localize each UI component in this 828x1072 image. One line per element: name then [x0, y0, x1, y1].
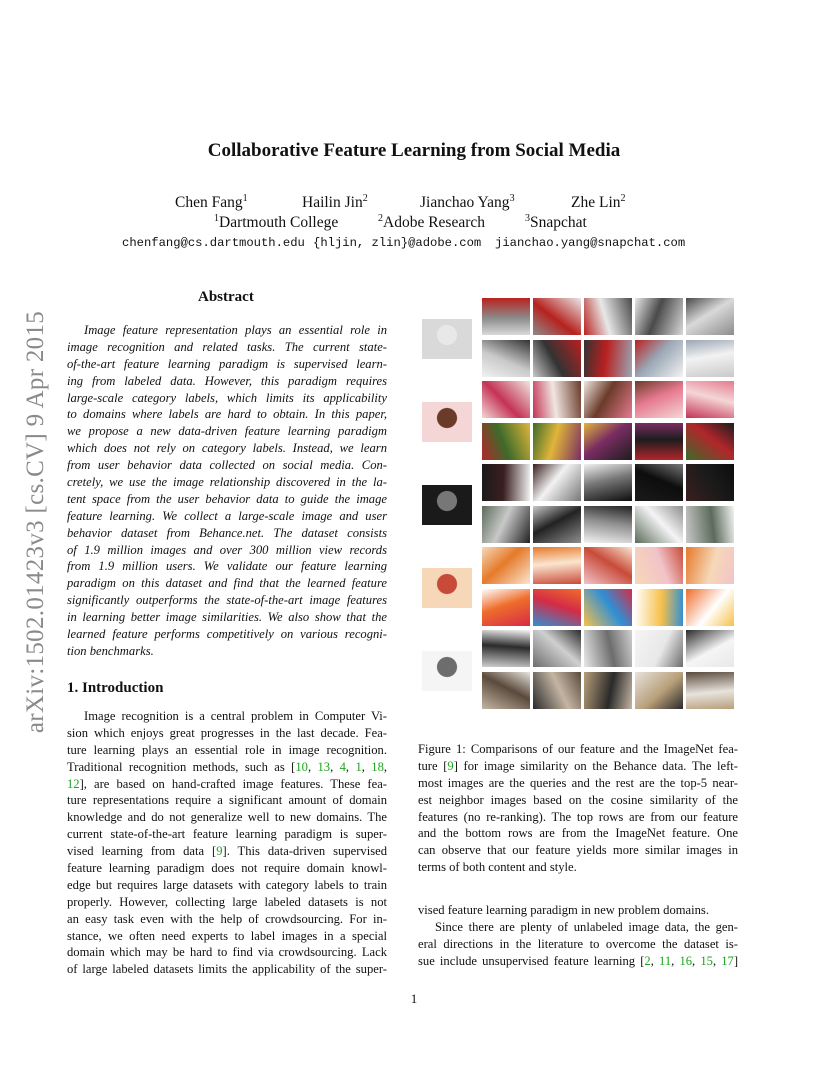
neighbor-image: [584, 547, 632, 584]
neighbor-image: [533, 506, 581, 543]
email: {hljin, zlin}@adobe.com: [313, 236, 482, 250]
neighbor-image: [686, 506, 734, 543]
text-line: est neighbor images based on the cosine similarity of the: [418, 792, 738, 807]
text-line: paradigm on this dataset and find that the learned feature: [67, 576, 387, 591]
text-line: vised learning from data [9]. This data-driven supervised: [67, 844, 388, 859]
text-line: ture learning plays an essential role in image recognition.: [67, 742, 387, 757]
neighbor-image: [584, 298, 632, 335]
text-line: from 1.9 million users. We validate our feature learning: [67, 559, 387, 574]
citation-link[interactable]: 4: [339, 759, 346, 774]
neighbor-image: [584, 506, 632, 543]
abstract-heading: Abstract: [198, 289, 254, 305]
text-line: image recognition and related tasks. The current state-: [67, 339, 387, 354]
neighbor-image: [533, 298, 581, 335]
text-line: most images are the queries and the rest are the top-5 near-: [418, 775, 738, 790]
neighbor-image: [686, 630, 734, 667]
text-line: domain which may be hard to find via crowdsourcing. Lack: [67, 945, 387, 960]
text-line: Image recognition is a central problem in Computer Vi-: [84, 709, 387, 723]
query-image: [422, 402, 472, 442]
neighbor-image: [635, 589, 683, 626]
text-line: terms of both content and style.: [418, 860, 577, 875]
neighbor-image: [686, 464, 734, 501]
neighbor-image: [533, 547, 581, 584]
query-image: [422, 651, 472, 691]
query-image: [422, 319, 472, 359]
citation-link[interactable]: 12: [67, 776, 80, 791]
affiliation: $^2$Adobe Research: [378, 213, 485, 232]
text-line: of large labeled datasets limits the applicability of the super-: [67, 962, 387, 977]
query-image: [422, 485, 472, 525]
text-line: significantly outperforms the state-of-the-art image features: [67, 593, 387, 608]
neighbor-image: [686, 423, 734, 460]
neighbor-image: [533, 672, 581, 709]
citation-link[interactable]: 13: [317, 759, 331, 774]
text-line: knowledge and do not generalize well to new domains. The: [67, 810, 387, 825]
neighbor-image: [635, 298, 683, 335]
text-line: in learning better image similarities. We also show that the: [67, 610, 387, 625]
neighbor-image: [635, 381, 683, 418]
neighbor-image: [635, 672, 683, 709]
abstract-body: [67, 322, 387, 660]
text-line: to domains where labels are hard to obtain. In this paper,: [67, 407, 387, 422]
citation-link[interactable]: 16: [679, 953, 693, 968]
neighbor-image: [482, 298, 530, 335]
neighbor-image: [482, 340, 530, 377]
neighbor-image: [584, 340, 632, 377]
neighbor-image: [584, 630, 632, 667]
author: Chen Fang$^1$: [175, 193, 248, 212]
text-line: and the bottom rows are from the ImageNet feature. One: [418, 826, 738, 841]
citation-link[interactable]: 9: [216, 844, 223, 859]
author: Hailin Jin$^2$: [302, 193, 368, 212]
text-line: can observe that our feature yields more similar images in: [418, 843, 738, 858]
citation-link[interactable]: 15: [700, 953, 713, 968]
text-line: edge but requires large datasets with category labels to train: [67, 877, 387, 892]
neighbor-image: [635, 547, 683, 584]
text-line: Since there are plenty of unlabeled image data, the gen-: [435, 919, 738, 934]
text-line: an easy task even with the help of crowdsourcing. For in-: [67, 911, 387, 926]
neighbor-image: [533, 423, 581, 460]
text-line: which does not rely on category labels. Instead, we learn: [67, 441, 387, 456]
text-line: Traditional recognition methods, such as [10, 13, 4, 1, 18,: [67, 759, 388, 774]
neighbor-image: [686, 340, 734, 377]
text-line: Image feature representation plays an essential role in: [84, 323, 387, 337]
neighbor-image: [533, 464, 581, 501]
text-line: of 1.9 million images and over 300 million view records: [67, 542, 387, 557]
neighbor-image: [686, 672, 734, 709]
author: Zhe Lin$^2$: [571, 193, 626, 212]
arxiv-identifier: arXiv:1502.01423v3 [cs.CV] 9 Apr 2015: [22, 310, 49, 734]
page-number: 1: [410, 991, 418, 1006]
neighbor-image: [482, 506, 530, 543]
neighbor-image: [482, 381, 530, 418]
text-line: ture [9] for image similarity on the Behance data. The left-: [418, 758, 739, 773]
right-column-body: [418, 902, 738, 970]
text-line: stance, we often need experts to label images in a special: [67, 928, 387, 943]
text-line: ture representations require a significant amount of domain: [67, 793, 387, 808]
text-line: features (no re-ranking). The top rows are from our feature: [418, 809, 738, 824]
citation-link[interactable]: 9: [447, 758, 454, 773]
neighbor-image: [635, 423, 683, 460]
text-line: behavior dataset from Behance.net. The dataset consists: [67, 525, 387, 540]
intro-heading: 1. Introduction: [67, 680, 164, 696]
neighbor-image: [635, 506, 683, 543]
text-line: tion benchmarks.: [67, 643, 154, 658]
citation-link[interactable]: 11: [659, 953, 672, 968]
neighbor-image: [482, 589, 530, 626]
neighbor-image: [584, 381, 632, 418]
text-line: feature learning paradigm does not require domain knowl-: [67, 861, 387, 876]
neighbor-image: [482, 423, 530, 460]
citation-link[interactable]: 18: [371, 759, 384, 774]
text-line: feature learning. We collect a large-scale image and user: [67, 508, 387, 523]
neighbor-image: [635, 630, 683, 667]
neighbor-image: [686, 589, 734, 626]
text-line: vised feature learning paradigm in new problem domains.: [418, 903, 709, 917]
text-line: 12], are based on hand-crafted image features. These fea-: [67, 776, 387, 791]
text-line: Figure 1: Comparisons of our feature and the ImageNet fea-: [418, 742, 738, 756]
neighbor-image: [584, 672, 632, 709]
neighbor-image: [584, 589, 632, 626]
neighbor-image: [635, 464, 683, 501]
neighbor-image: [533, 589, 581, 626]
paper-title: Collaborative Feature Learning from Social Media: [207, 140, 621, 161]
text-line: learned feature performs competitively on various recogni-: [67, 627, 387, 642]
neighbor-image: [533, 340, 581, 377]
affiliation: $^3$Snapchat: [525, 213, 587, 232]
figure-caption: [418, 741, 738, 876]
text-line: we propose a new data-driven feature learning paradigm: [67, 424, 387, 439]
neighbor-image: [584, 464, 632, 501]
query-image: [422, 568, 472, 608]
neighbor-image: [482, 547, 530, 584]
email: jianchao.yang@snapchat.com: [495, 236, 686, 250]
text-line: large-scale category labels, which limits its applicability: [67, 390, 387, 405]
neighbor-image: [533, 381, 581, 418]
affiliation: $^1$Dartmouth College: [214, 213, 339, 232]
neighbor-image: [686, 381, 734, 418]
text-line: sue include unsupervised feature learning [2, 11, 16, 15, 17]: [418, 953, 739, 968]
text-line: current state-of-the-art feature learning paradigm is super-: [67, 827, 387, 842]
arxiv-stamp: [6, 282, 66, 762]
neighbor-image: [686, 547, 734, 584]
citation-link[interactable]: 2: [644, 953, 651, 968]
text-line: properly. However, collecting large labeled datasets is not: [67, 894, 387, 909]
text-line: eral directions in the literature to overcome the dataset is-: [418, 936, 738, 951]
neighbor-image: [533, 630, 581, 667]
citation-link[interactable]: 1: [355, 759, 362, 774]
neighbor-image: [686, 298, 734, 335]
citation-link[interactable]: 10: [295, 759, 308, 774]
author: Jianchao Yang$^3$: [420, 193, 515, 212]
figure-1-image-grid: [420, 296, 740, 712]
citation-link[interactable]: 17: [721, 953, 734, 968]
neighbor-image: [482, 464, 530, 501]
neighbor-image: [482, 630, 530, 667]
neighbor-image: [635, 340, 683, 377]
text-line: tent space from the user behavior data to guide the image: [67, 491, 387, 506]
email: chenfang@cs.dartmouth.edu: [122, 236, 305, 250]
text-line: from user behavior data collected on social media. Con-: [67, 458, 387, 473]
text-line: cretely, we use the image relationship discovered in the la-: [67, 475, 387, 490]
text-line: sion which enjoys great progresses in the last decade. Fea-: [67, 725, 387, 740]
neighbor-image: [482, 672, 530, 709]
text-line: ing from labeled data. However, this paradigm requires: [67, 373, 387, 388]
text-line: of-the-art feature learning paradigm is supervised learn-: [67, 356, 387, 371]
intro-body: [67, 708, 387, 978]
neighbor-image: [584, 423, 632, 460]
